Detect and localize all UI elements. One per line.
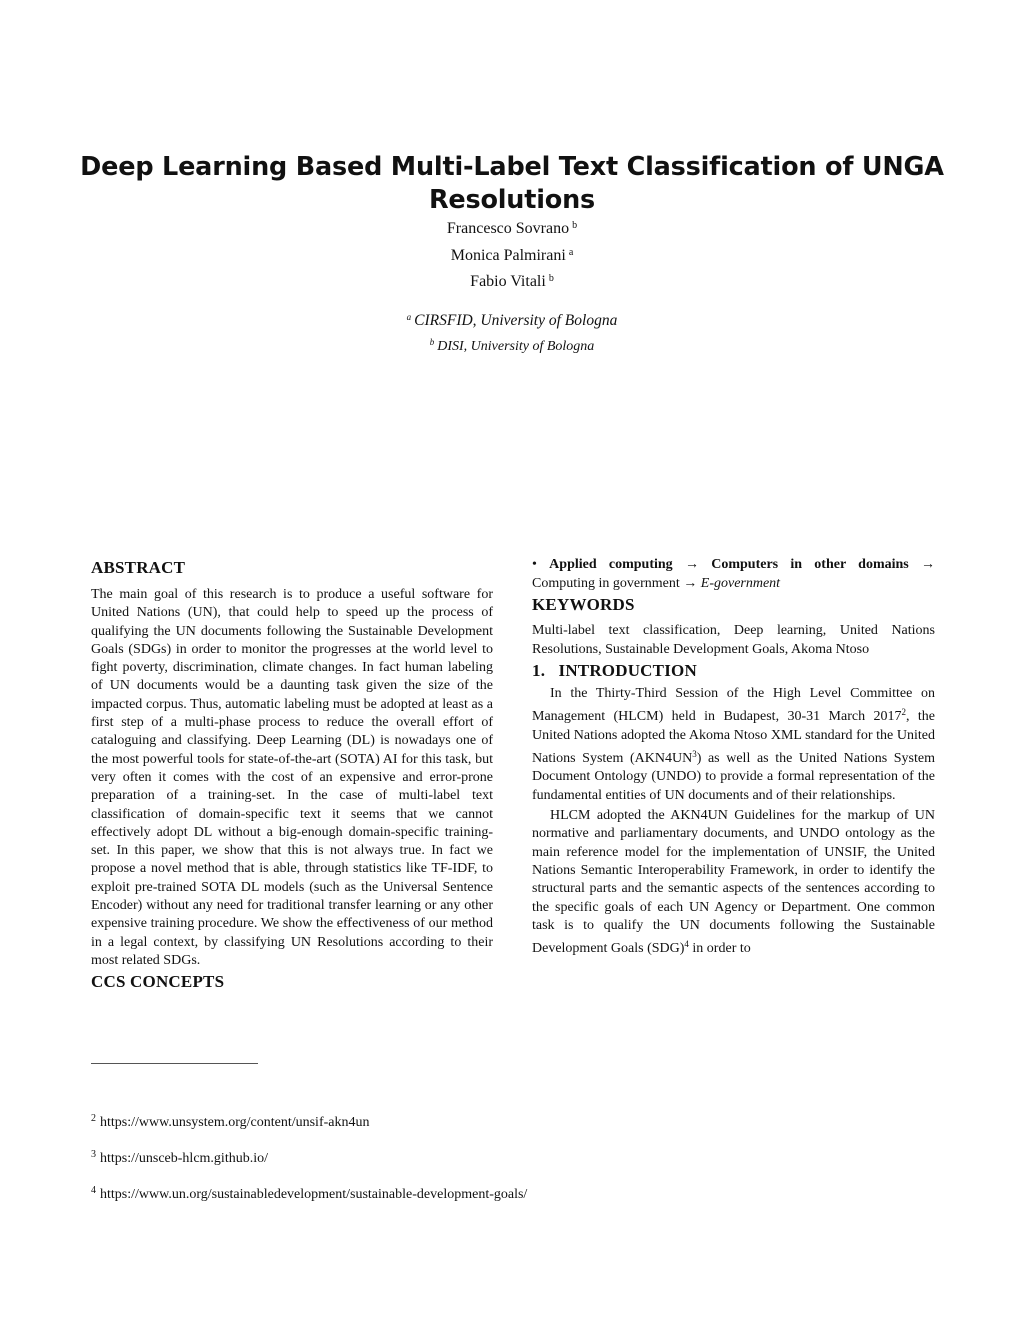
abstract-text: The main goal of this research is to produce a useful software for United Nations (UN), that could help to speed up the process of qualifying the UN documents following the Sustainable Development Goals (SDGs) in order to monitor the progresses at the world level to fight poverty, discrimination, climate changes. In fact human labeling of UN documents would be a daunting task given the size of the impacted corpus. Thus, automatic labeling must be adopted at least as a first step of a multi-phase process to reduce the overall effort of cataloguing and classifying. Deep Learning (DL) is nowadays one of the most powerful tools for state-of-the-art (SOTA) AI for this task, but very often it comes with the cost of an expensive and error-prone preparation of a training-set. In the case of multi-label text classification of domain-specific text it seems that we cannot effectively adopt DL without a big-enough domain-specific training-set. In this paper, we show that this is not always true. In fact we propose a novel method that is able, through statistics like TF-IDF, to exploit pre-trained SOTA DL models (such as the Universal Sentence Encoder) without any need for traditional transfer learning or any other expensive training procedure. We show the effectiveness of our method in a legal context, by classifying UN Resolutions according to their most related SDGs.	[91, 587, 493, 968]
footnote-number: 2	[91, 1113, 96, 1124]
text-run: HLCM adopted the AKN4UN Guidelines for the markup of UN normative and parliamentary documents, and UNDO ontology as the main reference model for the implementation of UNSIF, the United Nations Semantic Interoperability Framework, in order to identify the structural parts and the semantic aspects of the sentences according to the specific goals of each UN Agency or Department. One common task is to qualify the UN documents following the Sustainable Development Goals (SDG)	[532, 808, 935, 957]
footnote-link[interactable]: https://www.unsystem.org/content/unsif-akn4un	[100, 1115, 370, 1130]
author-list	[0, 214, 1024, 294]
affiliation	[0, 332, 1024, 357]
footnote	[91, 1109, 527, 1145]
ccs-level-3: Computing in government	[532, 575, 680, 591]
ccs-concepts-heading: CCS CONCEPTS	[91, 972, 225, 992]
intro-paragraph-1	[532, 685, 935, 805]
footnote-ref[interactable]: 2	[901, 707, 906, 718]
footnotes	[91, 1109, 527, 1217]
right-column	[532, 556, 935, 959]
affiliation-mark: a	[568, 246, 574, 258]
ccs-level-4: E-government	[700, 575, 781, 591]
affiliation-mark: a	[406, 312, 412, 322]
introduction-heading: 1. INTRODUCTION	[532, 661, 697, 680]
author	[0, 241, 1024, 268]
text-run: In the Thirty-Third Session of the High Level Committee on Management (HLCM) held in Budapest, 30-31 March 2017	[532, 686, 935, 725]
ccs-level-2: Computers in other domains	[711, 557, 909, 572]
author	[0, 267, 1024, 294]
text-run: , the United Nations adopted the Akoma Ntoso XML standard for the United Nations System (AKN4UN	[532, 709, 935, 767]
keywords-heading: KEYWORDS	[532, 595, 635, 614]
arrow: →	[684, 557, 699, 572]
affiliation-list	[0, 306, 1024, 357]
footnote-ref[interactable]: 4	[684, 939, 689, 950]
ccs-line-1	[532, 556, 935, 575]
affiliation-text: CIRSFID, University of Bologna	[414, 312, 618, 329]
affiliation-mark: b	[548, 273, 554, 284]
footnote-link[interactable]: https://unsceb-hlcm.github.io/	[100, 1151, 268, 1166]
keywords-text: Multi-label text classification, Deep learning, United Nations Resolutions, Sustainable Development Goals, Akoma Ntoso	[532, 623, 935, 657]
text-run: in order to	[688, 941, 751, 957]
footnote	[91, 1145, 527, 1181]
affiliation-mark: b	[429, 337, 435, 347]
arrow: →	[921, 557, 936, 572]
author-name: Francesco Sovrano	[446, 220, 570, 237]
footnote-number: 4	[91, 1185, 96, 1196]
ccs-level-1: Applied computing	[549, 557, 673, 572]
affiliation-text: DISI, University of Bologna	[437, 339, 595, 354]
intro-paragraph-2	[532, 807, 935, 959]
footnote-number: 3	[91, 1149, 96, 1160]
footnote	[91, 1181, 527, 1217]
abstract-heading: ABSTRACT	[91, 558, 186, 577]
author-name: Fabio Vitali	[470, 273, 546, 290]
ccs-line-2	[532, 575, 935, 594]
bullet: •	[532, 557, 537, 572]
arrow: →	[683, 575, 698, 591]
left-column	[91, 556, 493, 994]
author-name: Monica Palmirani	[450, 246, 566, 264]
affiliation-mark: b	[572, 220, 578, 231]
author	[0, 214, 1024, 241]
footnote-link[interactable]: https://www.un.org/sustainabledevelopment/sustainable-development-goals/	[100, 1187, 528, 1202]
footnote-ref[interactable]: 3	[692, 749, 697, 760]
paper-title: Deep Learning Based Multi-Label Text Classification of UNGA Resolutions	[80, 152, 944, 216]
footnote-divider	[91, 1063, 258, 1064]
ccs-concepts	[532, 556, 935, 593]
affiliation	[0, 306, 1024, 332]
text-run: ) as well as the United Nations System Document Ontology (UNDO) to provide a formal representation of the fundamental entities of UN documents and of their relationships.	[532, 751, 935, 803]
